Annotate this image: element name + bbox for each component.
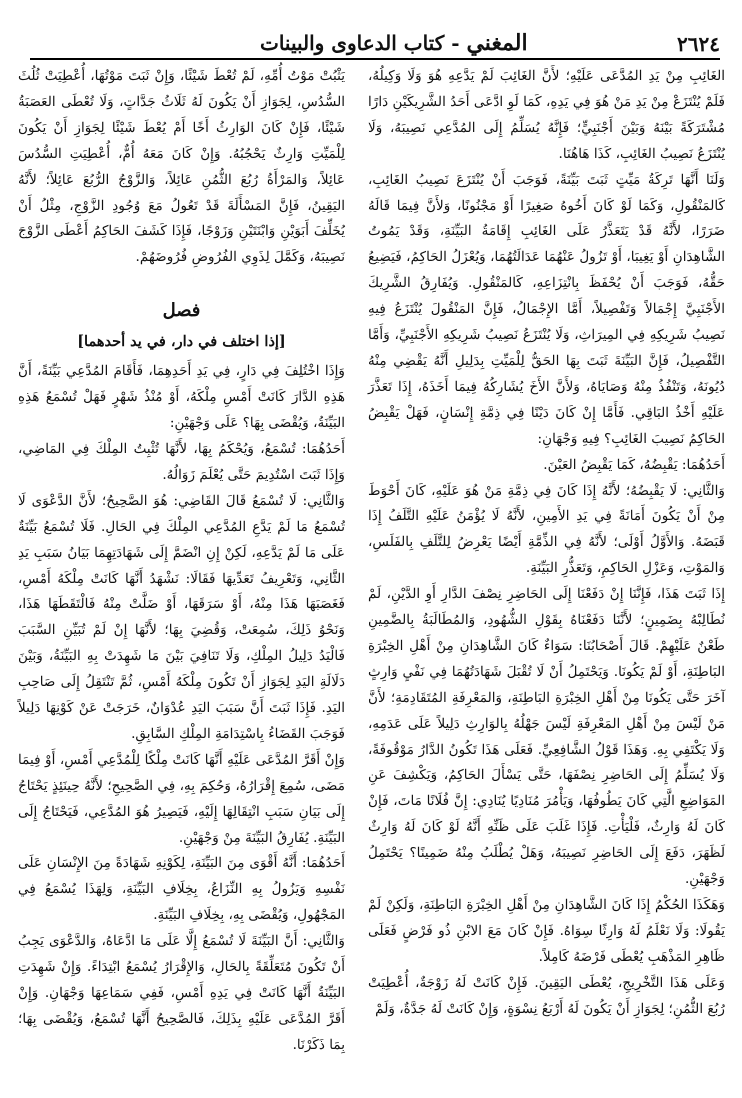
paragraph: أَحَدُهُمَا: أَنَّهُ أَقْوَى مِنَ البَيِّنَةِ، لِكَوْنِهِ شَهَادَةً مِنَ الإِنْسَانِ عَلَى نَفْسِهِ وَيَزُولُ بِهِ النِّزَاعُ، بِخِلَافِ البَيِّنَةِ، وَلِهَذَا يُسْمَعُ فِي المَجْهُولِ، وَيُقْضَى بِهِ، بِخِلَافِ البَيِّنَةِ. — [18, 855, 345, 924]
paragraph: وَإِذَا اخْتُلِفَ فِي دَارٍ، فِي يَدِ أَحَدِهِمَا، فَأَقَامَ المُدَّعِي بَيِّنَةً، أَنَّ هَذِهِ الدَّارَ كَانَتْ أَمْسِ مِلْكَهُ، أَوْ مُنْذُ شَهْرٍ فَهَلْ تُسْمَعُ هَذِهِ البَيِّنَةُ، وَيُقْضَى بِهَا؟ عَلَى وَجْهَيْنِ: — [18, 363, 345, 432]
paragraph: وَعَلَى هَذَا التَّخْرِيجِ، يُعْطَى اليَقِينَ. فَإِنْ كَانَتْ لَهُ زَوْجَةٌ، أُعْطِيَتْ رُبُعَ الثُّمُنِ؛ لِجَوَازِ أَنْ يَكُونَ لَهُ أَرْبَعُ نِسْوَةٍ، وَإِنْ كَانَتْ لَهُ جَدَّةٌ، وَلَمْ — [368, 974, 725, 1017]
paragraph: يَثْبُتْ مَوْتُ أُمِّهِ، لَمْ تُعْطَ شَيْئًا، وَإِنْ ثَبَتَ مَوْتُهَا، أُعْطِيَتْ ثُلُثَ السُّدُسِ، لِجَوَازِ أَنْ يَكُونَ لَهُ ثَلَاثُ جَدَّاتٍ، وَلَا تُعْطَى العَصَبَةُ شَيْئًا، فَإِنْ كَانَ الوَارِثُ أَخًا أَمْ يُعْطَ شَيْئًا لِجَوَازِ أَنْ يَكُونَ لِلْمَيِّتِ وَارِثٌ يَحْجُبُهُ. وَإِنْ كَانَ مَعَهُ أُمٌّ، أُعْطِيَتِ السُّدُسَ عَائِلاً، وَالمَرْأَةُ رُبُعَ الثُّمُنِ عَائِلاً، وَالزَّوْجُ الرُّبُعَ عَائِلاً؛ لأَنَّهُ اليَقِينُ، فَإِنَّ المَسْأَلَةَ قَدْ تَعُولُ مَعَ وُجُودِ الزَّوْجِ، مِثْلُ أَنْ يُخَلِّفَ أَبَوَيْنِ وَابْنَتَيْنِ وَزَوْجًا، فَإِذَا كَشَفَ الحَاكِمُ أَعْطَى الزَّوْجَ نَصِيبَهُ، وَكَمَّلَ لِذَوِي الفُرُوضِ فُرُوضَهُمْ. — [18, 68, 345, 266]
paragraph: أَحَدُهُمَا: تُسْمَعُ، وَيُحْكَمُ بِهَا، لأَنَّهَا تُثْبِتُ المِلْكَ فِي المَاضِي، وَإِذَا ثَبَتَ اسْتُدِيمَ حَتَّى يُعْلَمَ زَوَالُهُ. — [18, 440, 345, 483]
chapter-title: كتاب الدعاوى والبينات — [260, 31, 445, 55]
paragraph: الغَائِبِ مِنْ يَدِ المُدَّعَى عَلَيْهِ؛ لأَنَّ الغَائِبَ لَمْ يَدَّعِهِ هُوَ وَلَا وَكِيلُهُ، فَلَمْ يُنْتَزَعْ مِنْ يَدِ مَنْ هُوَ فِي يَدِهِ، كَمَا لَوِ ادَّعَى أَحَدُ الشَّرِيكَيْنِ دَارًا مُشْتَرَكَةً بَيْنَهُ وَبَيْنَ أَجْنَبِيٍّ؛ فَإِنَّهُ يُسَلِّمُ إِلَى المُدَّعِي نَصِيبَهُ، وَلَا يُنْتَزَعُ نَصِيبُ الغَائِبِ، كَذَا هَاهُنَا. — [368, 68, 725, 162]
paragraph: وَالثَّانِي: لَا تُسْمَعُ قَالَ القَاضِي: هُوَ الصَّحِيحُ؛ لأَنَّ الدَّعْوَى لَا تُسْمَعُ مَا لَمْ يَدَّعِ المُدَّعِي المِلْكَ فِي الحَالِ. فَلَا تُسْمَعُ بَيِّنَةٌ عَلَى مَا لَمْ يَدَّعِهِ، لَكِنْ إِنِ انْضَمَّ إِلَى شَهَادَتِهِمَا بَيَانُ سَبَبِ يَدِ الثَّانِي، وَتَعْرِيفُ تَعَدِّيهَا فَقَالَا: نَشْهَدُ أَنَّهَا كَانَتْ مِلْكَهُ أَمْسِ، فَغَصَبَهَا هَذَا مِنْهُ، أَوْ سَرَقَهَا، أَوْ ضَلَّتْ مِنْهُ فَالْتَقَطَهَا هَذَا، وَنَحْوُ ذَلِكَ، سُمِعَتْ، وَقُضِيَ بِهَا؛ لأَنَّهَا إِنْ لَمْ تُبَيِّنِ السَّبَبَ فَالْيَدُ دَلِيلُ المِلْكِ، وَلَا تَنَافِيَ بَيْنَ مَا شَهِدَتْ بِهِ البَيِّنَةُ، وَبَيْنَ دَلَالَةِ اليَدِ لِجَوَازِ أَنْ تَكُونَ مِلْكَهُ أَمْسِ، ثُمَّ تَنْتَقِلُ إِلَى صَاحِبِ اليَدِ. فَإِذَا ثَبَتَ أَنَّ سَبَبَ اليَدِ عُدْوَانٌ، خَرَجَتْ عَنْ كَوْنِهَا دَلِيلاً فَوَجَبَ القَضَاءُ بِاسْتِدَامَةِ المِلْكِ السَّابِقِ. — [18, 492, 345, 742]
right-column — [368, 64, 725, 1023]
paragraph: أَحَدُهُمَا: يَقْبِضُهُ، كَمَا يَقْبِضُ العَيْنَ. — [543, 456, 725, 473]
paragraph: وَالثَّانِي: أَنَّ البَيِّنَةَ لَا تُسْمَعُ إِلَّا عَلَى مَا ادَّعَاهُ، وَالدَّعْوَى يَجِبُ أَنْ تَكُونَ مُتَعَلِّقَةً بِالحَالِ، وَالإِقْرَارُ يُسْمَعُ ابْتِدَاءً. وَإِنْ شَهِدَتِ البَيِّنَةُ أَنَّهَا كَانَتْ فِي يَدِهِ أَمْسِ، فَفِي سَمَاعِهَا وَجْهَانِ. وَإِنْ أَقَرَّ المُدَّعَى عَلَيْهِ بِذَلِكَ، فَالصَّحِيحُ أَنَّهَا تُسْمَعُ، وَيُقْضَى بِهَا؛ بِمَا ذَكَرْنَا. — [18, 933, 345, 1053]
section-heading: فصل — [162, 300, 201, 322]
paragraph: وَهَكَذَا الحُكْمُ إِذَا كَانَ الشَّاهِدَانِ مِنْ أَهْلِ الخِبْرَةِ البَاطِنَةِ، وَلَكِنْ لَمْ يَقُولَا: وَلَا نَعْلَمُ لَهُ وَارِثًا سِوَاهُ. فَإِنْ كَانَ مَعَ الابْنِ ذُو فَرْضٍ فَعَلَى ظَاهِرِ المَذْهَبِ يُعْطَى فَرْضَهُ كَامِلاً. — [368, 897, 725, 965]
book-title: المغني — [466, 30, 528, 56]
left-column — [18, 64, 345, 1059]
page-number: ٢٦٢٤ — [677, 32, 720, 56]
section-subheading: [إذا اختلف في دار، في يد أحدهما] — [77, 333, 286, 351]
title-separator: - — [444, 31, 467, 55]
paragraph: وَالثَّانِي: لَا يَقْبِضُهُ؛ لأَنَّهُ إِذَا كَانَ فِي ذِمَّةِ مَنْ هُوَ عَلَيْهِ، كَانَ أَحْوَطَ مِنْ أَنْ يَكُونَ أَمَانَةً فِي يَدِ الأَمِينِ، لأَنَّهُ لَا يُؤْمَنُ عَلَيْهِ التَّلَفُ إِذَا قَبَضَهُ. وَالأَوَّلُ أَوْلَى؛ لأَنَّهُ فِي الذِّمَّةِ أَيْضًا يَعْرِضُ لِلتَّلَفِ بِالفَلَسِ، وَالمَوْتِ، وَعَزْلِ الحَاكِمِ، وَتَعَذُّرِ البَيِّنَةِ. — [368, 482, 725, 577]
paragraph: وَلَنَا أَنَّهَا تَرِكَةُ مَيِّتٍ ثَبَتَ بَيِّنَةً، فَوَجَبَ أَنْ يُنْتَزَعَ نَصِيبُ الغَائِبِ، كَالمَنْقُولِ، وَكَمَا لَوْ كَانَ أَخُوهُ صَغِيرًا أَوْ مَجْنُونًا، وَلأَنَّ فِيمَا قَالَهُ ضَرَرًا، لأَنَّهُ قَدْ يَتَعَذَّرُ عَلَى الغَائِبِ إِقَامَةُ البَيِّنَةِ، وَقَدْ يَمُوتُ الشَّاهِدَانِ أَوْ يَغِيبَا، أَوْ تَزُولُ عَنْهُمَا عَدَالَتُهُمَا، وَيُعْزَلُ الحَاكِمُ، فَيَضِيعُ حَقُّهُ، فَوَجَبَ أَنْ يُحْفَظَ بِانْتِزَاعِهِ، كَالمَنْقُولِ. وَيُفَارِقُ الشَّرِيكَ الأَجْنَبِيَّ إِجْمَالاً وَتَفْصِيلاً، أَمَّا الإِجْمَالُ، فَإِنَّ المَنْقُولَ يُنْتَزَعُ فِيهِ نَصِيبُ شَرِيكِهِ فِي المِيرَاثِ، وَلَا يُنْتَزَعُ نَصِيبُ شَرِيكِهِ الأَجْنَبِيِّ، وَأَمَّا التَّفْصِيلُ، فَإِنَّ البَيِّنَةَ ثَبَتَ بِهَا الحَقُّ لِلْمَيِّتِ بِدَلِيلِ أَنَّهُ يَقْضِي مِنْهُ دُيُونَهُ، وَتَنْفُذُ مِنْهُ وَصَايَاهُ، وَلأَنَّ الأَخَ يُشَارِكُهُ فِيمَا أَخَذَهُ، إِذَا تَعَذَّرَ عَلَيْهِ أَخْذُ البَاقِي. فَأَمَّا إِنْ كَانَ دَيْنًا فِي ذِمَّةِ إِنْسَانٍ، فَهَلْ يَقْبِضُ الحَاكِمُ نَصِيبَ الغَائِبِ؟ فِيهِ وَجْهَانِ: — [368, 171, 725, 447]
page-header — [30, 26, 720, 60]
running-title — [260, 30, 528, 56]
header-rule — [30, 58, 720, 60]
paragraph: وَإِنْ أَقَرَّ المُدَّعَى عَلَيْهِ أَنَّهَا كَانَتْ مِلْكًا لِلْمُدَّعِي أَمْسِ، أَوْ فِيمَا مَضَى، سُمِعَ إِقْرَارُهُ، وَحُكِمَ بِهِ، فِي الصَّحِيحِ؛ لأَنَّهُ حِينَئِذٍ يَحْتَاجُ إِلَى بَيَانِ سَبَبِ انْتِقَالِهَا إِلَيْهِ، فَيَصِيرُ هُوَ المُدَّعِي، فَيَحْتَاجُ إِلَى البَيِّنَةِ. يُفَارِقُ البَيِّنَةَ مِنْ وَجْهَيْنِ. — [18, 751, 345, 846]
paragraph: إِذَا ثَبَتَ هَذَا، فَإِنَّنَا إِنْ دَفَعْنَا إِلَى الحَاضِرِ نِصْفَ الدَّارِ أَوِ الدَّيْنِ، لَمْ نُطَالِبْهُ بِضَمِينٍ؛ لأَنَّنَا دَفَعْنَاهُ بِقَوْلِ الشُّهُودِ، وَالمُطَالَبَةُ بِالضَّمِينِ طَعْنٌ عَلَيْهِمْ. قَالَ أَصْحَابُنَا: سَوَاءٌ كَانَ الشَّاهِدَانِ مِنْ أَهْلِ الخِبْرَةِ البَاطِنَةِ، أَوْ لَمْ يَكُونَا. وَيَحْتَمِلُ أَنْ لَا تُقْبَلَ شَهَادَتُهُمَا فِي نَفْيِ وَارِثٍ آخَرَ حَتَّى يَكُونَا مِنْ أَهْلِ الخِبْرَةِ البَاطِنَةِ، وَالمَعْرِفَةِ المُتَقَادِمَةِ؛ لأَنَّ مَنْ لَيْسَ مِنْ أَهْلِ المَعْرِفَةِ لَيْسَ جَهْلُهُ بِالوَارِثِ دَلِيلاً عَلَى عَدَمِهِ، وَلَا يَكْتَفِي بِهِ. وَهَذَا قَوْلُ الشَّافِعِيِّ. فَعَلَى هَذَا تَكُونُ الدَّارُ مَوْقُوفَةً، وَلَا يُسَلِّمُ إِلَى الحَاضِرِ نِصْفَهَا، حَتَّى يَسْأَلَ الحَاكِمُ، وَيَكْشِفَ عَنِ المَوَاضِعِ الَّتِي كَانَ يَطُوفُهَا، وَيَأْمُرَ مُنَادِيًا يُنَادِي: إِنَّ فُلَانًا مَاتَ، فَإِنْ كَانَ لَهُ وَارِثٌ، فَلْيَأْتِ. فَإِذَا غَلَبَ عَلَى ظَنِّهِ أَنَّهُ لَوْ كَانَ لَهُ وَارِثٌ لَظَهَرَ، دَفَعَ إِلَى الحَاضِرِ نَصِيبَهُ، وَهَلْ يُطْلَبُ مِنْهُ ضَمِينًا؟ يَحْتَمِلُ وَجْهَيْنِ. — [368, 586, 725, 888]
